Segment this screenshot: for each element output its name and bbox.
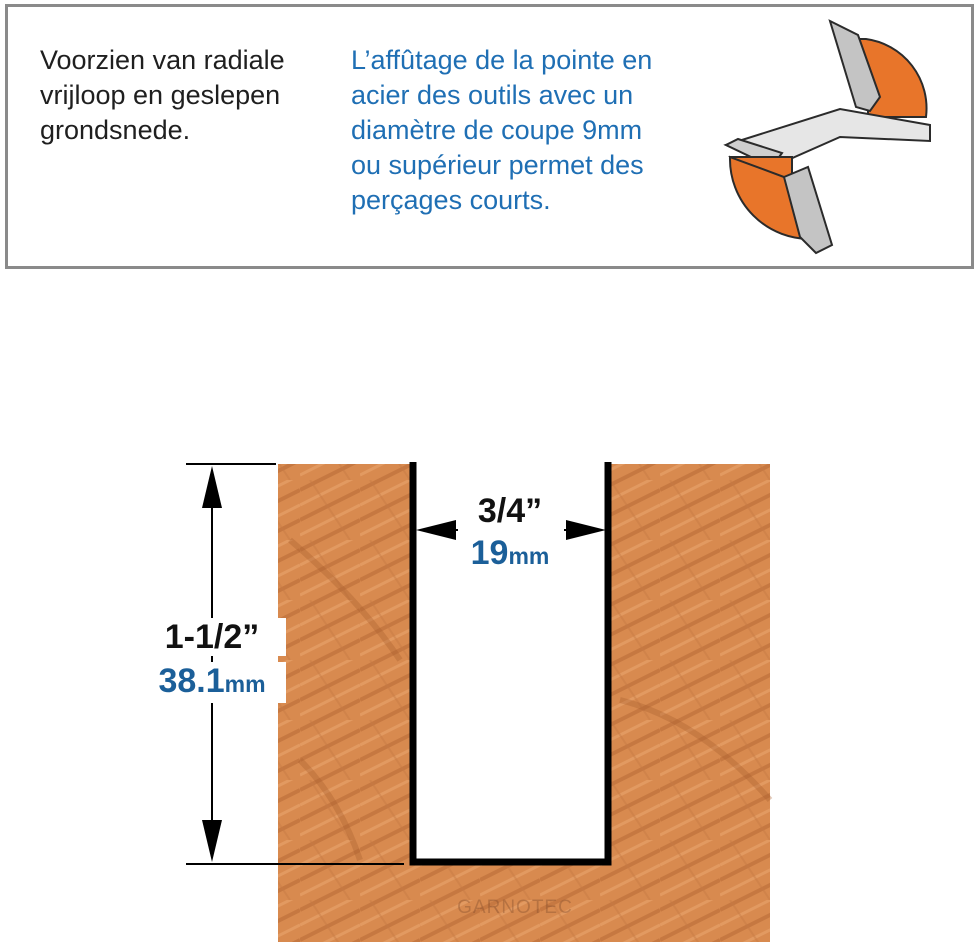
width-imperial-label: 3/4”: [477, 492, 543, 530]
depth-imperial-label: 1-1/2”: [138, 618, 286, 656]
depth-arrow-top: [202, 466, 222, 508]
depth-metric-unit: mm: [224, 671, 266, 697]
depth-metric-value: 38.1: [158, 662, 225, 700]
width-metric-unit: mm: [508, 543, 550, 569]
description-french: L’affûtage de la pointe en acier des outils avec un diamètre de coupe 9mm ou supérieur permet des perçages courts.: [351, 45, 653, 215]
width-metric-value: 19: [470, 534, 509, 572]
depth-metric-label: [138, 662, 286, 703]
depth-arrow-bottom: [202, 820, 222, 862]
watermark: GARNOTEC: [457, 897, 573, 918]
description-dutch: Voorzien van radiale vrijloop en geslepen grondsnede.: [40, 45, 285, 145]
width-metric-label: [450, 534, 570, 575]
